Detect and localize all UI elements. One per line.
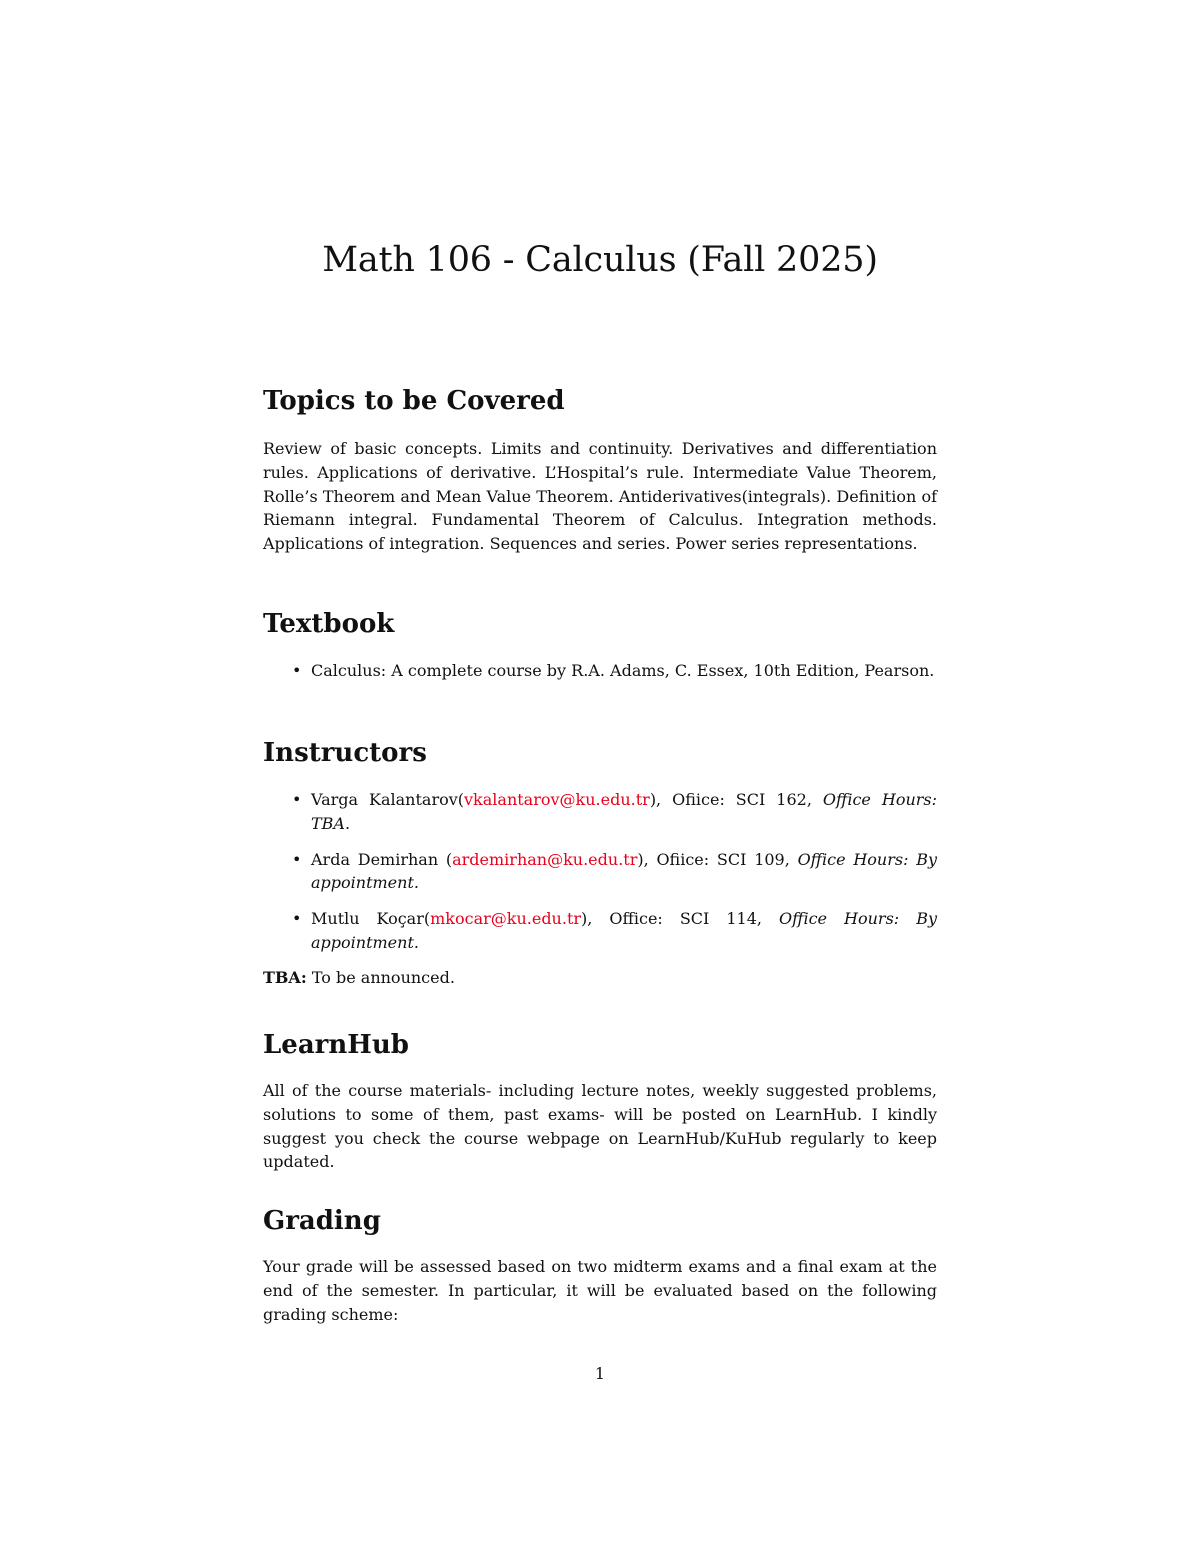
learnhub-paragraph: All of the course materials- including lecture notes, weekly suggested problems, solutions to some of them, past exams- will be posted on LearnHub. I kindly suggest you check the course webpage on LearnHub/KuHub regularly to keep updated. [263, 1081, 937, 1172]
section-heading-grading: Grading [263, 1206, 381, 1236]
tba-text: To be announced. [306, 967, 455, 987]
instructor-email-link[interactable]: vkalantarov@ku.edu.tr [464, 790, 650, 809]
instructor-email-link[interactable]: mkocar@ku.edu.tr [430, 909, 582, 929]
instructor-office-hours: Office Hours: By appointment. [311, 909, 937, 952]
list-item [263, 788, 937, 836]
instructor-name: Mutlu Koçar( [311, 909, 431, 929]
list-item [263, 659, 937, 683]
section-topics [263, 386, 937, 556]
bullet-icon: • [292, 849, 302, 869]
section-textbook [263, 609, 937, 683]
instructors-list [263, 788, 937, 955]
tba-label: TBA: [263, 967, 307, 987]
bullet-icon: • [292, 790, 302, 809]
bullet-icon: • [292, 661, 302, 680]
page-number: 1 [594, 1364, 606, 1383]
tba-note [263, 966, 937, 990]
section-heading-instructors: Instructors [263, 738, 427, 768]
list-item [263, 907, 937, 955]
instructor-email-link[interactable]: ardemirhan@ku.edu.tr [452, 849, 638, 869]
instructor-name: Arda Demirhan ( [311, 849, 453, 869]
topics-paragraph: Review of basic concepts. Limits and continuity. Derivatives and differentiation rules. Applications of derivative. L’Hospital’s rule. Intermediate Value Theorem, Rolle’s Theorem and Mean Value Theorem. Antiderivatives(integrals). Definition of Riemann integral. Fundamental Theorem of Calculus. Integration methods. Applications of integration. Sequences and series. Power series representations. [263, 439, 937, 554]
textbook-entry: Calculus: A complete course by R.A. Adams, C. Essex, 10th Edition, Pearson. [311, 661, 935, 680]
instructor-office: ), Office: SCI 114, [581, 909, 780, 929]
instructor-office-hours: Office Hours: TBA. [311, 790, 937, 833]
section-heading-learnhub: LearnHub [263, 1030, 409, 1060]
grading-paragraph: Your grade will be assessed based on two midterm exams and a final exam at the end of the semester. In particular, it will be evaluated based on the following grading scheme: [263, 1257, 937, 1324]
instructor-office-hours: Office Hours: By appointment. [311, 849, 937, 893]
section-heading-textbook: Textbook [263, 609, 395, 639]
instructor-office: ), Ofiice: SCI 109, [637, 849, 798, 869]
list-item [263, 848, 937, 896]
section-heading-topics: Topics to be Covered [263, 386, 565, 416]
textbook-list [263, 659, 937, 683]
section-instructors [263, 738, 937, 990]
section-grading [263, 1206, 937, 1326]
instructor-office: ), Ofiice: SCI 162, [649, 790, 823, 809]
bullet-icon: • [292, 909, 302, 929]
instructor-name: Varga Kalantarov( [311, 790, 465, 809]
document-title: Math 106 - Calculus (Fall 2025) [322, 240, 878, 280]
section-learnhub [263, 1030, 937, 1174]
